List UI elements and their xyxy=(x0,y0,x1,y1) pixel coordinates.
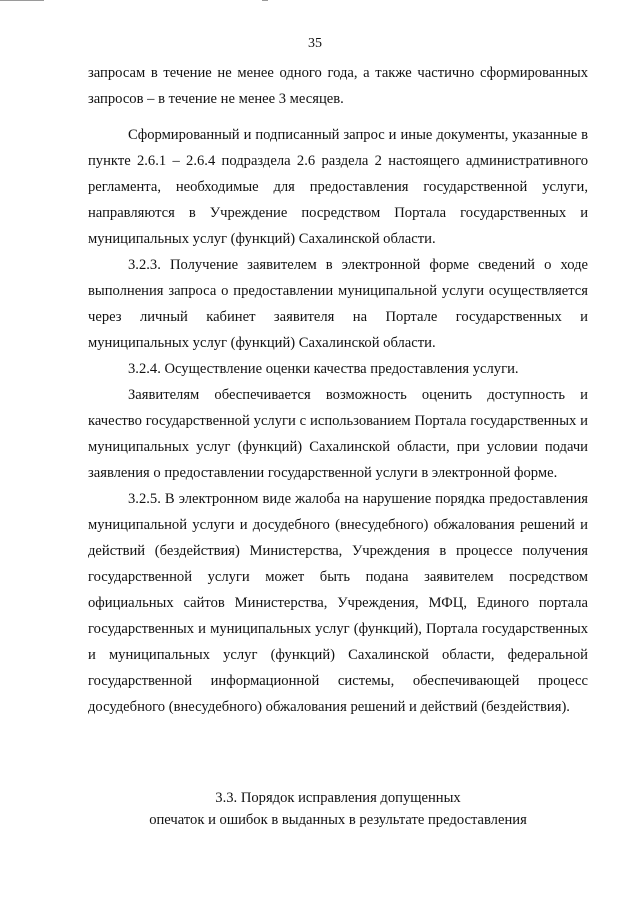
paragraph: 3.2.4. Осуществление оценки качества предоставления услуги. xyxy=(128,361,519,377)
paragraph: 3.2.3. Получение заявителем в электронной форме сведений о ходе выполнения запроса о предоставлении муниципальной услуги осуществляется через личный кабинет заявителя на Портале государственных и муниципальных услуг (функций) Сахалинской области. xyxy=(88,257,588,351)
scan-artifact xyxy=(262,0,268,1)
scan-artifact xyxy=(0,0,44,1)
paragraph: запросам в течение не менее одного года, а также частично сформированных запросов – в течение не менее 3 месяцев. xyxy=(88,65,588,107)
section-heading-line: 3.3. Порядок исправления допущенных xyxy=(215,790,461,806)
page-number: 35 xyxy=(308,36,322,51)
section-heading xyxy=(88,787,588,831)
paragraph: Сформированный и подписанный запрос и иные документы, указанные в пункте 2.6.1 – 2.6.4 подраздела 2.6 раздела 2 настоящего административного регламента, необходимые для предоставления государственной услуги, направляются в Учреждение посредством Портала государственных и муниципальных услуг (функций) Сахалинской области. xyxy=(88,127,588,247)
document-body xyxy=(88,60,588,720)
section-heading-line: опечаток и ошибок в выданных в результате предоставления xyxy=(149,812,527,828)
paragraph: Заявителям обеспечивается возможность оценить доступность и качество государственной услуги с использованием Портала государственных и муниципальных услуг (функций) Сахалинской области, при условии подачи заявления о предоставлении государственной услуги в электронной форме. xyxy=(88,387,588,481)
paragraph: 3.2.5. В электронном виде жалоба на нарушение порядка предоставления муниципальной услуги и досудебного (внесудебного) обжалования решений и действий (бездействия) Министерства, Учреждения в процессе получения государственной услуги может быть подана заявителем посредством официальных сайтов Министерства, Учреждения, МФЦ, Единого портала государственных и муниципальных услуг (функций), Портала государственных и муниципальных услуг (функций) Сахалинской области, федеральной государственной информационной системы, обеспечивающей процесс досудебного (внесудебного) обжалования решений и действий (бездействия). xyxy=(88,491,588,715)
